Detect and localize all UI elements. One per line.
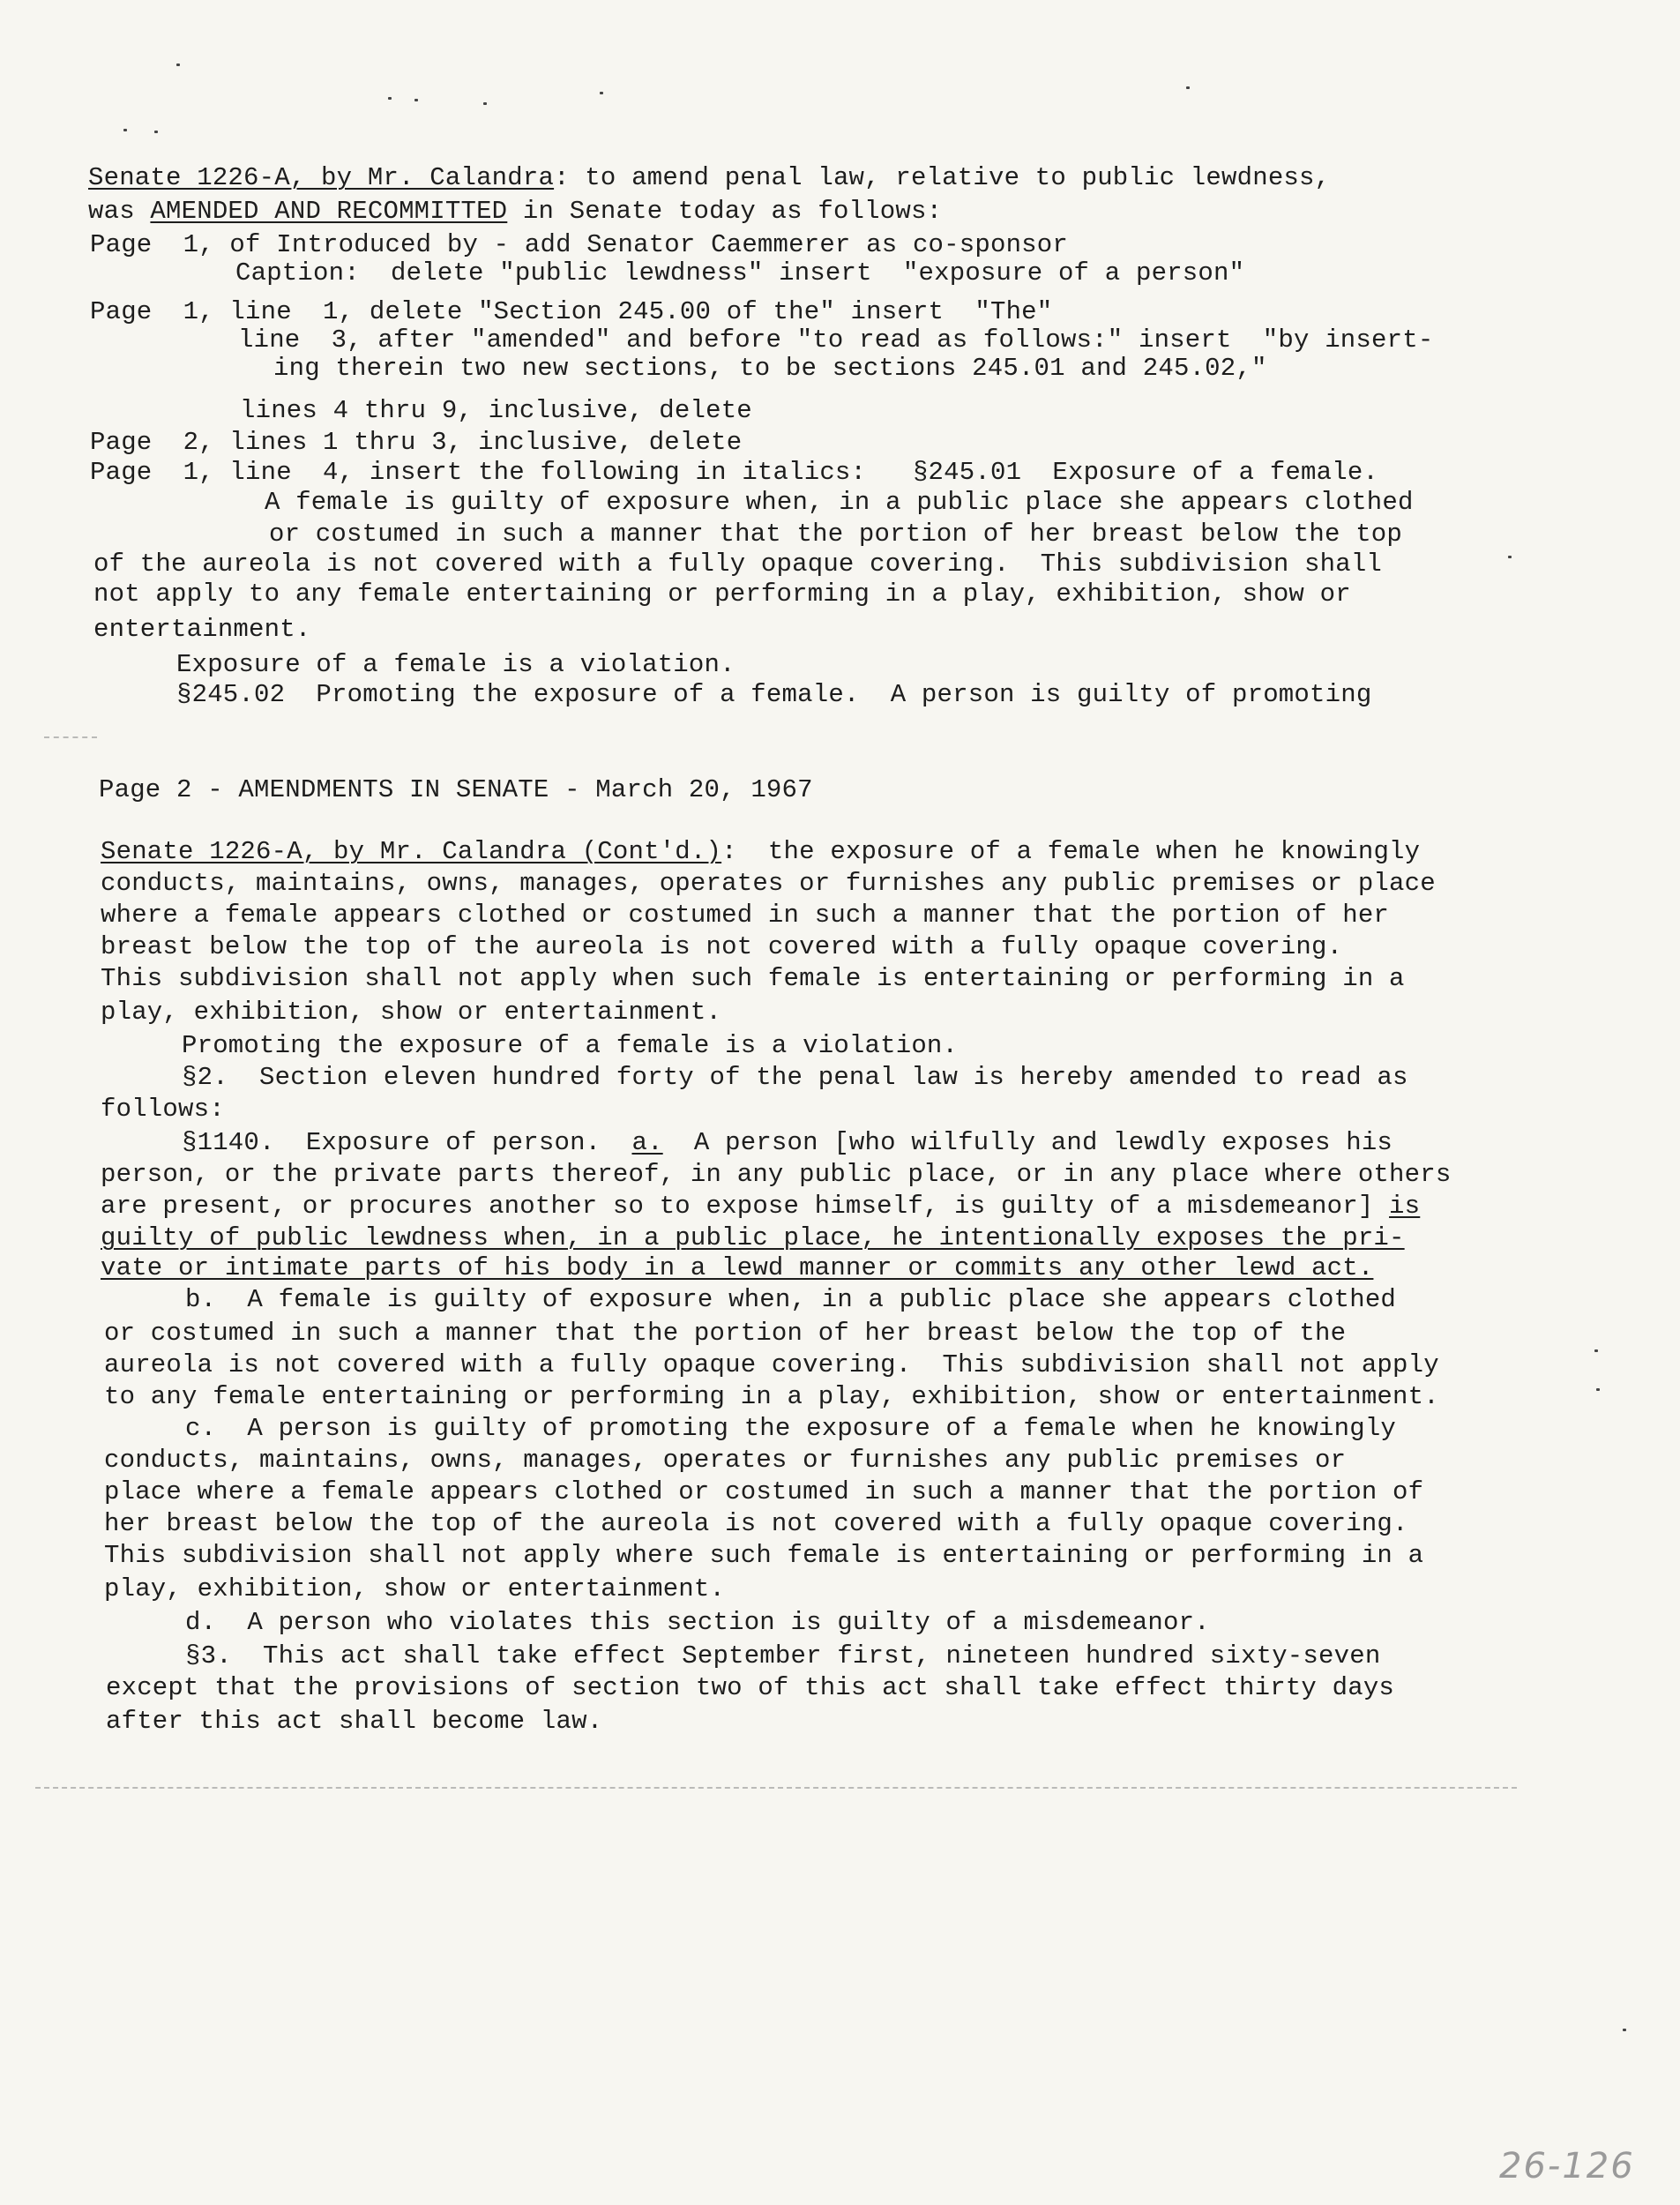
amendment-line: entertainment. (93, 615, 311, 644)
amendment-line: Page 1, line 4, insert the following in italics: §245.01 Exposure of a female. (90, 458, 1379, 487)
amendment-line: are present, or procures another so to expose himself, is guilty of a misdemeanor] is (101, 1192, 1421, 1221)
amendment-line: Senate 1226-A, by Mr. Calandra (Cont'd.): the exposure of a female when he knowingly (101, 837, 1421, 866)
scan-speck (388, 97, 392, 100)
amendment-line: lines 4 thru 9, inclusive, delete (240, 396, 752, 425)
amendment-line: ing therein two new sections, to be sections 245.01 and 245.02," (273, 354, 1267, 383)
amendment-line: conducts, maintains, owns, manages, operates or furnishes any public premises or place (101, 869, 1436, 898)
scan-speck (123, 129, 127, 131)
amendment-line: Exposure of a female is a violation. (176, 650, 735, 679)
scan-artifact-line (35, 1787, 1517, 1789)
amendment-line: This subdivision shall not apply when such female is entertaining or performing in a (101, 964, 1405, 993)
amendment-line: b. A female is guilty of exposure when, in a public place she appears clothed (185, 1285, 1397, 1314)
amendment-line: d. A person who violates this section is guilty of a misdemeanor. (185, 1608, 1210, 1637)
amendment-line: or costumed in such a manner that the portion of her breast below the top of the (104, 1319, 1347, 1348)
amendment-line: of the aureola is not covered with a fully opaque covering. This subdivision shall (93, 549, 1383, 579)
amendment-line: §245.02 Promoting the exposure of a female. A person is guilty of promoting (176, 680, 1372, 709)
amendment-line: where a female appears clothed or costumed in such a manner that the portion of her (101, 901, 1390, 930)
amendment-line: A female is guilty of exposure when, in a public place she appears clothed (265, 488, 1414, 517)
scan-speck (176, 64, 180, 66)
inserted-text-line: guilty of public lewdness when, in a public place, he intentionally exposes the pri- (101, 1223, 1405, 1252)
scan-artifact-line (44, 736, 97, 738)
amendment-line: play, exhibition, show or entertainment. (104, 1574, 726, 1603)
amendment-line: §2. Section eleven hundred forty of the penal law is hereby amended to read as (182, 1063, 1408, 1092)
amendment-line: breast below the top of the aureola is not covered with a fully opaque covering. (101, 932, 1343, 961)
amendment-line: person, or the private parts thereof, in any public place, or in any place where others (101, 1160, 1452, 1189)
handwritten-note: 26-126 (1499, 2146, 1635, 2186)
amendment-line: §3. This act shall take effect September first, nineteen hundred sixty-seven (185, 1641, 1381, 1671)
amendment-line: Page 1, of Introduced by - add Senator Caemmerer as co-sponsor (90, 230, 1068, 259)
page-header: Page 2 - AMENDMENTS IN SENATE - March 20, 1967 (99, 775, 813, 804)
scan-speck (1594, 1349, 1598, 1352)
amendment-line: place where a female appears clothed or costumed in such a manner that the portion of (104, 1477, 1424, 1506)
amendment-line: This subdivision shall not apply where such female is entertaining or performing in a (104, 1541, 1424, 1570)
amendment-line: Page 2, lines 1 thru 3, inclusive, delete (90, 428, 743, 457)
amendment-line: was AMENDED AND RECOMMITTED in Senate today as follows: (88, 197, 943, 226)
amendment-line: c. A person is guilty of promoting the exposure of a female when he knowingly (185, 1414, 1397, 1443)
bill-reference: Senate 1226-A, by Mr. Calandra (Cont'd.) (101, 837, 722, 866)
amendment-line: conducts, maintains, owns, manages, operates or furnishes any public premises or (104, 1446, 1347, 1475)
amendment-line: follows: (101, 1095, 225, 1124)
bill-reference: Senate 1226-A, by Mr. Calandra (88, 163, 555, 192)
scan-speck (414, 99, 418, 101)
amendment-line: to any female entertaining or performing in a play, exhibition, show or entertainment. (104, 1382, 1439, 1411)
scan-speck (1508, 556, 1512, 558)
scan-speck (1186, 86, 1190, 89)
amendment-line: after this act shall become law. (106, 1707, 603, 1736)
amendment-line: Senate 1226-A, by Mr. Calandra: to amend penal law, relative to public lewdness, (88, 163, 1331, 192)
amendment-line: not apply to any female entertaining or performing in a play, exhibition, show or (93, 579, 1351, 609)
amendment-line: Promoting the exposure of a female is a violation. (182, 1031, 959, 1060)
amendment-line: or costumed in such a manner that the portion of her breast below the top (269, 519, 1403, 549)
amendment-line: line 3, after "amended" and before "to read as follows:" insert "by insert- (238, 325, 1434, 355)
amendment-line: play, exhibition, show or entertainment. (101, 998, 722, 1027)
amendment-line: aureola is not covered with a fully opaque covering. This subdivision shall not apply (104, 1350, 1439, 1379)
amendment-line: Caption: delete "public lewdness" insert "exposure of a person" (235, 258, 1245, 288)
scan-speck (1623, 2029, 1626, 2031)
scan-speck (600, 92, 603, 94)
status-text: AMENDED AND RECOMMITTED (150, 197, 508, 226)
scan-speck (154, 131, 158, 133)
amendment-line: §1140. Exposure of person. a. A person [who wilfully and lewdly exposes his (182, 1128, 1393, 1157)
amendment-line: except that the provisions of section two of this act shall take effect thirty days (106, 1673, 1395, 1702)
scan-speck (483, 102, 487, 105)
amendment-line: Page 1, line 1, delete "Section 245.00 of the" insert "The" (90, 297, 1053, 326)
inserted-text-line: vate or intimate parts of his body in a lewd manner or commits any other lewd act. (101, 1253, 1374, 1282)
scan-speck (1596, 1388, 1600, 1391)
amendment-line: her breast below the top of the aureola is not covered with a fully opaque covering. (104, 1509, 1408, 1538)
